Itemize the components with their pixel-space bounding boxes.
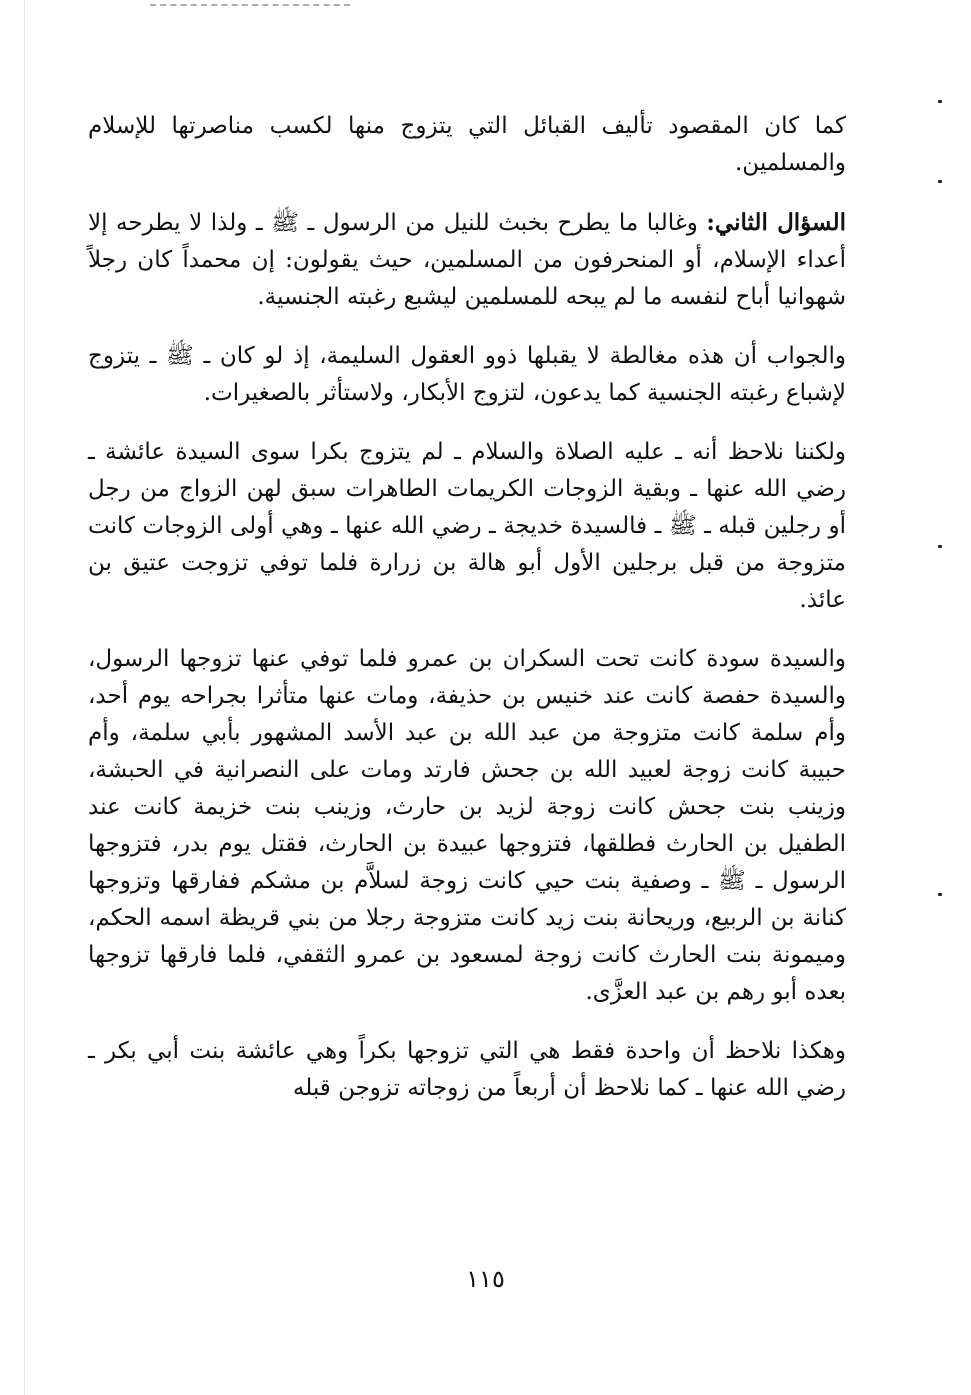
- margin-dot: [938, 100, 942, 103]
- page-number: ١١٥: [466, 1265, 505, 1293]
- paragraph-text: والجواب أن هذه مغالطة لا يقبلها ذوو العقول السليمة، إذ لو كان ـ ﷺ ـ يتزوج لإشباع رغبته الجنسية كما يدعون، لتزوج الأبكار، ولاستأثر بالصغيرات.: [88, 343, 846, 406]
- scan-left-edge: [24, 0, 25, 1395]
- paragraph: [88, 338, 846, 412]
- margin-dot: [938, 893, 942, 896]
- paragraph-text: وغالبا ما يطرح بخبث للنيل من الرسول ـ ﷺ ـ ولذا لا يطرحه إلا أعداء الإسلام، أو المنحرفون من المسلمين، حيث يقولون: إن محمداً كان رجلاً شهوانيا أباح لنفسه ما لم يبحه للمسلمين ليشبع رغبته الجنسية.: [88, 210, 846, 310]
- scan-top-mark: [150, 4, 350, 8]
- margin-dot: [938, 180, 942, 183]
- paragraph-text: وهكذا نلاحظ أن واحدة فقط هي التي تزوجها بكراً وهي عائشة بنت أبي بكر ـ رضي الله عنها ـ كما نلاحظ أن أربعاً من زوجاته تزوجن قبله: [88, 1038, 846, 1101]
- margin-dot: [938, 545, 942, 548]
- paragraph-text: والسيدة سودة كانت تحت السكران بن عمرو فلما توفي عنها تزوجها الرسول، والسيدة حفصة كانت عند خنيس بن حذيفة، ومات عنها متأثرا بجراحه يوم أحد، وأم سلمة كانت متزوجة من عبد الله بن عبد الأسد المشهور بأبي سلمة، وأم حبيبة كانت زوجة لعبيد الله بن جحش فارتد ومات على النصرانية في الحبشة، وزينب بنت جحش كانت زوجة لزيد بن حارث، وزينب بنت خزيمة كانت عند الطفيل بن الحارث فطلقها، فتزوجها عبيدة بن الحارث، فقتل يوم بدر، فتزوجها الرسول ـ ﷺ ـ وصفية بنت حيي كانت زوجة لسلاَّم بن مشكم ففارقها وتزوجها كنانة بن الربيع، وريحانة بنت زيد كانت متزوجة رجلا من بني قريظة اسمه الحكم، وميمونة بنت الحارث كانت زوجة لمسعود بن عمرو الثقفي، فلما فارقها تزوجها بعده أبو رهم بن عبد العزَّى.: [88, 646, 846, 1005]
- question-heading: السؤال الثاني:: [706, 209, 846, 236]
- page-body: [88, 108, 846, 1129]
- paragraph: [88, 641, 846, 1011]
- paragraph: [88, 1033, 846, 1107]
- paragraph: [88, 434, 846, 619]
- paragraph: [88, 108, 846, 182]
- paragraph-text: كما كان المقصود تأليف القبائل التي يتزوج منها لكسب مناصرتها للإسلام والمسلمين.: [88, 113, 846, 176]
- paragraph: [88, 204, 846, 316]
- paragraph-text: ولكننا نلاحظ أنه ـ عليه الصلاة والسلام ـ لم يتزوج بكرا سوى السيدة عائشة ـ رضي الله عنها ـ وبقية الزوجات الكريمات الطاهرات سبق لهن الزواج من رجل أو رجلين قبله ـ ﷺ ـ فالسيدة خديجة ـ رضي الله عنها ـ وهي أولى الزوجات كانت متزوجة من قبل برجلين الأول أبو هالة بن زرارة فلما توفي تزوجت عتيق بن عائذ.: [88, 439, 846, 613]
